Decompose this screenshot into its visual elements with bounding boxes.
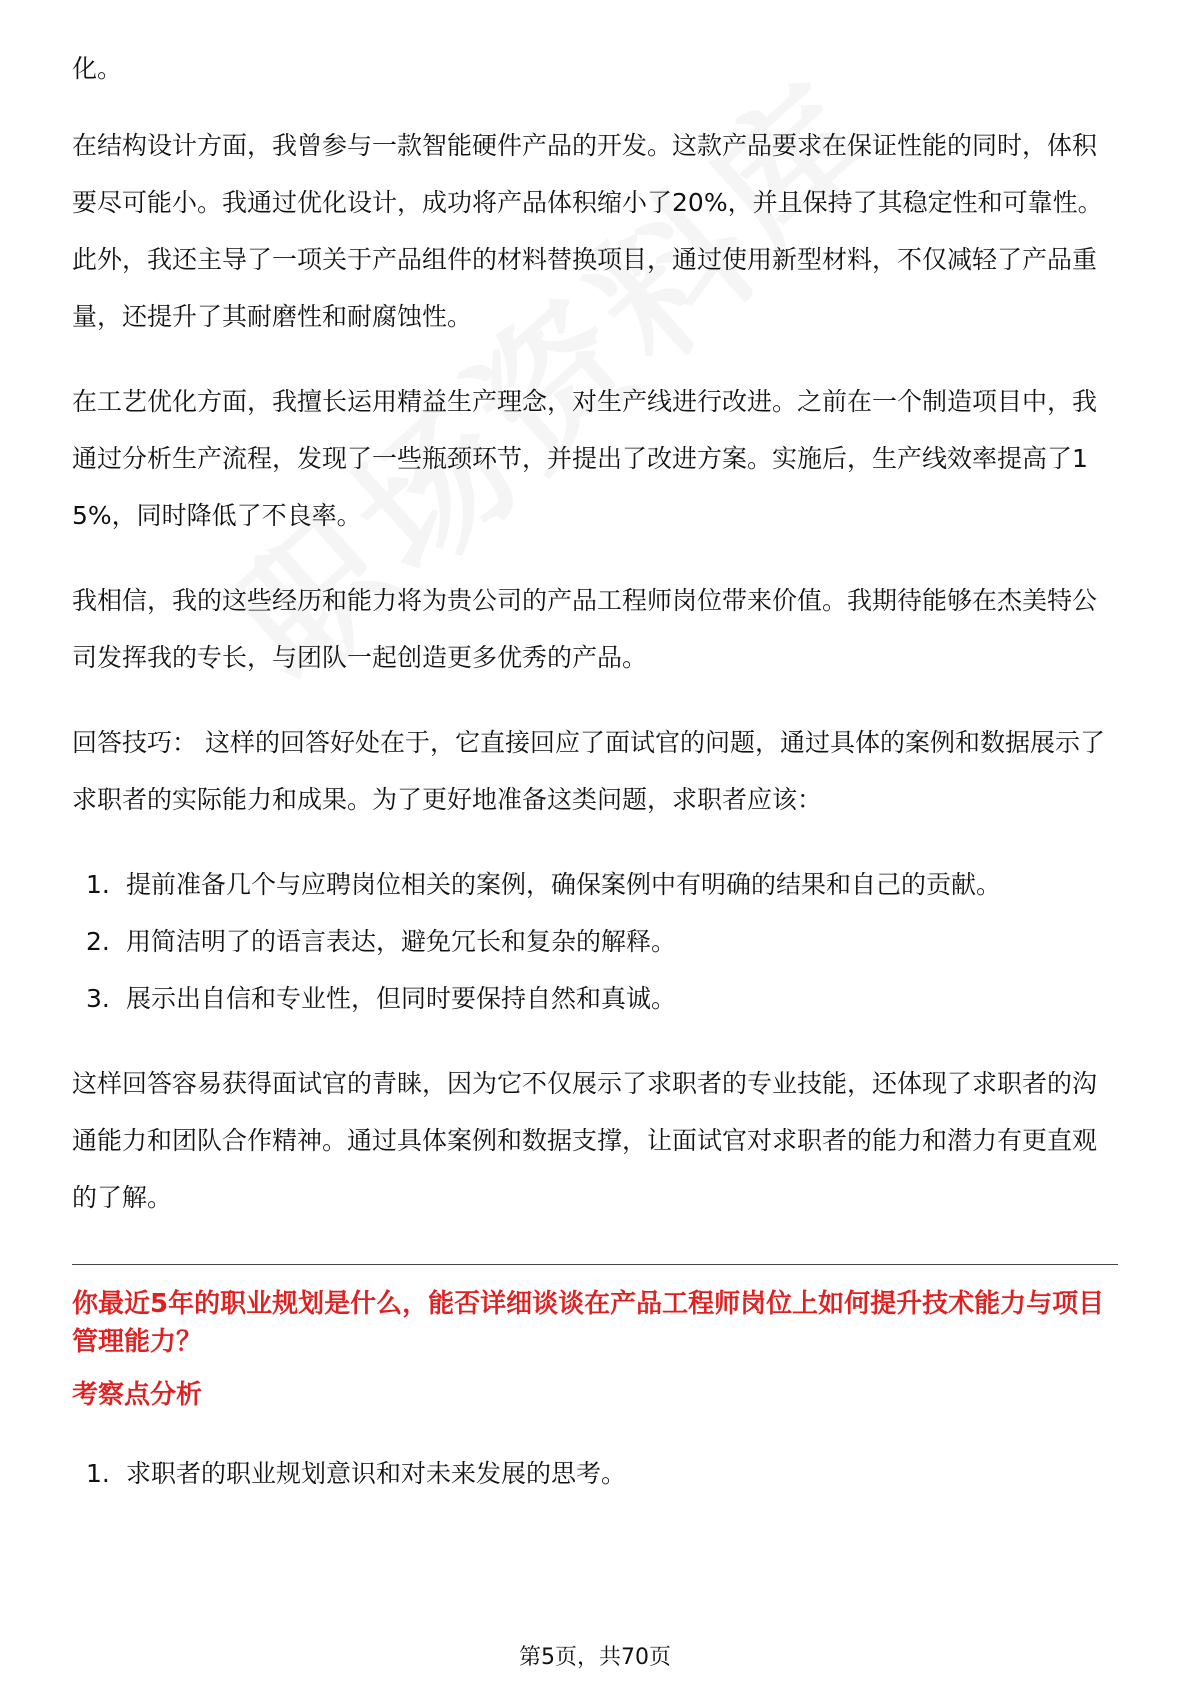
paragraph-summary: 这样回答容易获得面试官的青睐，因为它不仅展示了求职者的专业技能，还体现了求职者的沟通能力和团队合作精神。通过具体案例和数据支撑，让面试官对求职者的能力和潜力有更直观的了解。: [72, 1069, 1098, 1212]
paragraph-answer-tips: 回答技巧： 这样的回答好处在于，它直接回应了面试官的问题，通过具体的案例和数据展示了求职者的实际能力和成果。为了更好地准备这类问题，求职者应该：: [72, 728, 1105, 814]
tips-list: [72, 856, 1118, 1027]
paragraph-process-optimization: 在工艺优化方面，我擅长运用精益生产理念，对生产线进行改进。之前在一个制造项目中，我通过分析生产流程，发现了一些瓶颈环节，并提出了改进方案。实施后，生产线效率提高了15%，同时降低了不良率。: [72, 387, 1098, 530]
page-number: 第5页，共70页: [519, 1645, 671, 1670]
list-item-text: 提前准备几个与应聘岗位相关的案例，确保案例中有明确的结果和自己的贡献。: [126, 870, 1002, 899]
document-page: [72, 40, 1118, 1530]
list-number: 1.: [86, 1459, 110, 1488]
list-number: 3.: [86, 984, 110, 1013]
list-item-text: 用简洁明了的语言表达，避免冗长和复杂的解释。: [126, 927, 677, 956]
analysis-list: [72, 1445, 1118, 1502]
list-item: [72, 1445, 1118, 1502]
list-item: [72, 913, 1118, 970]
question-heading: 你最近5年的职业规划是什么，能否详细谈谈在产品工程师岗位上如何提升技术能力与项目管理能力？: [72, 1289, 1105, 1357]
section-divider: [72, 1264, 1118, 1265]
list-item: [72, 970, 1118, 1027]
list-item-text: 求职者的职业规划意识和对未来发展的思考。: [126, 1459, 627, 1488]
list-item: [72, 856, 1118, 913]
list-item-text: 展示出自信和专业性，但同时要保持自然和真诚。: [126, 984, 677, 1013]
paragraph-closing-statement: 我相信，我的这些经历和能力将为贵公司的产品工程师岗位带来价值。我期待能够在杰美特公司发挥我的专长，与团队一起创造更多优秀的产品。: [72, 586, 1098, 672]
list-number: 2.: [86, 927, 110, 956]
paragraph-structural-design: 在结构设计方面，我曾参与一款智能硬件产品的开发。这款产品要求在保证性能的同时，体积要尽可能小。我通过优化设计，成功将产品体积缩小了20%，并且保持了其稳定性和可靠性。此外，我还主导了一项关于产品组件的材料替换项目，通过使用新型材料，不仅减轻了产品重量，还提升了其耐磨性和耐腐蚀性。: [72, 131, 1103, 331]
paragraph-continuation: 化。: [72, 54, 123, 83]
section-heading: 考察点分析: [72, 1380, 203, 1410]
list-number: 1.: [86, 870, 110, 899]
